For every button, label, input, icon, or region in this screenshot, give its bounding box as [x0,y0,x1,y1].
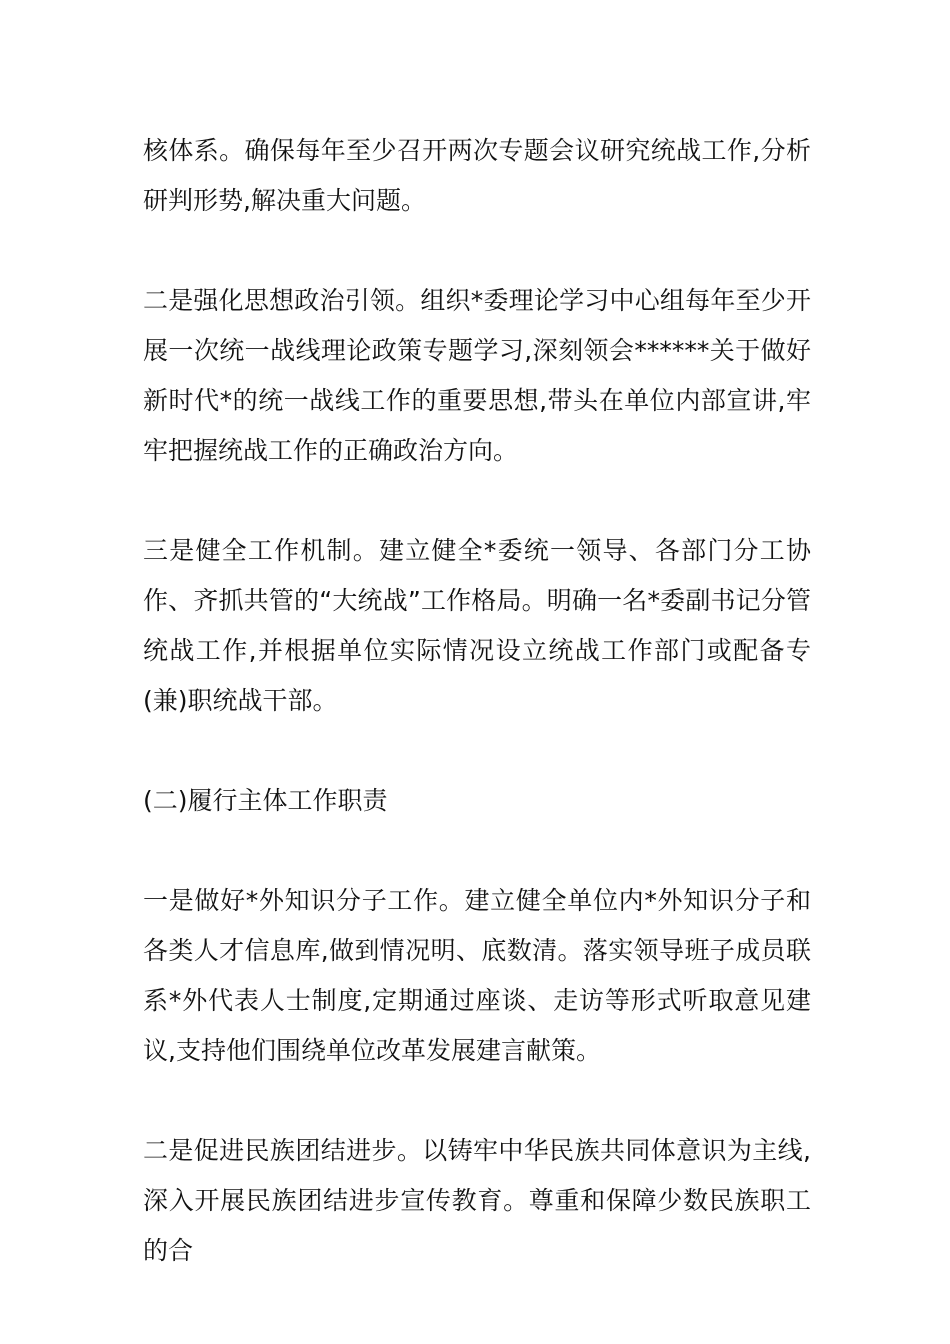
document-body [143,126,811,1276]
paragraph-1: 核体系。确保每年至少召开两次专题会议研究统战工作,分析研判形势,解决重大问题。 [143,136,811,215]
paragraph-3: 三是健全工作机制。建立健全*委统一领导、各部门分工协作、齐抓共管的“大统战”工作格局。明确一名*委副书记分管统战工作,并根据单位实际情况设立统战工作部门或配备专(兼)职统战干部。 [143,536,811,715]
paragraph-5: 二是促进民族团结进步。以铸牢中华民族共同体意识为主线,深入开展民族团结进步宣传教育。尊重和保障少数民族职工的合 [143,1136,811,1265]
section-heading: (二)履行主体工作职责 [143,786,388,815]
paragraph-4: 一是做好*外知识分子工作。建立健全单位内*外知识分子和各类人才信息库,做到情况明、底数清。落实领导班子成员联系*外代表人士制度,定期通过座谈、走访等形式听取意见建议,支持他们围绕单位改革发展建言献策。 [143,886,811,1065]
paragraph-2: 二是强化思想政治引领。组织*委理论学习中心组每年至少开展一次统一战线理论政策专题学习,深刻领会******关于做好新时代*的统一战线工作的重要思想,带头在单位内部宣讲,牢牢把握统战工作的正确政治方向。 [143,286,811,465]
